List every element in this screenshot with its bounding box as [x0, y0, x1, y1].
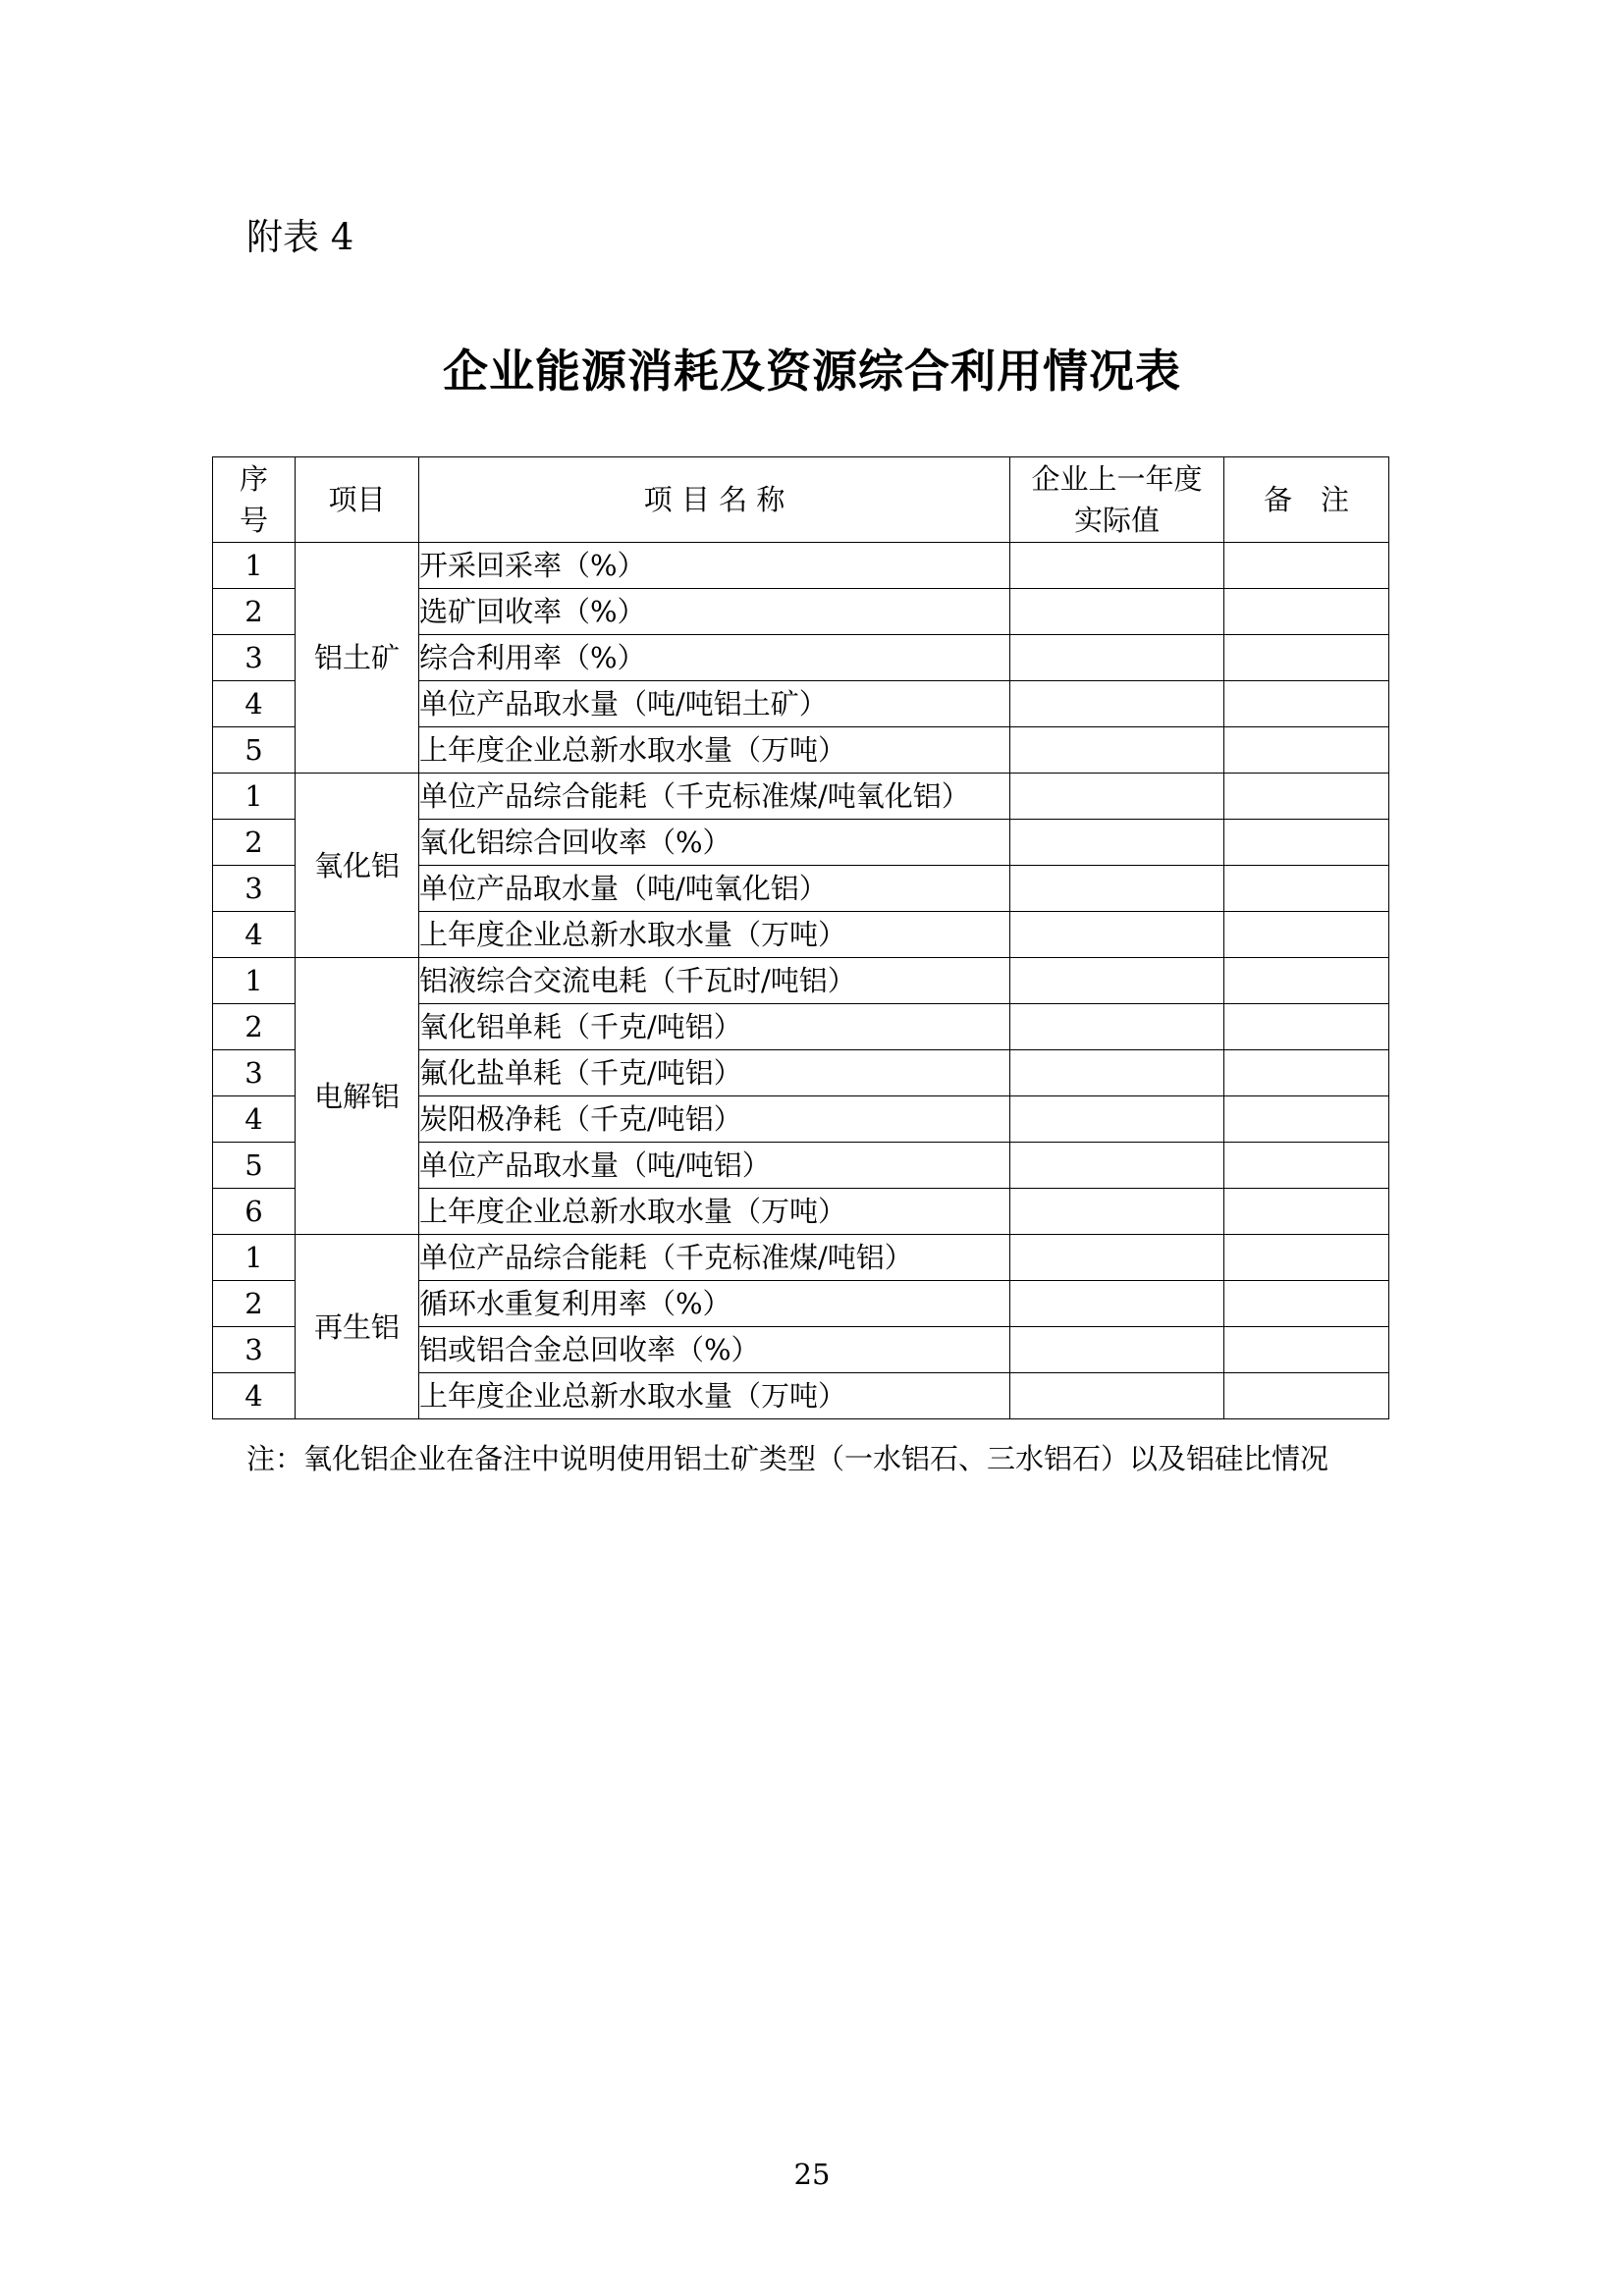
row-value-cell: [1010, 1096, 1224, 1143]
statistics-table: [212, 456, 1389, 1419]
page-number: 25: [793, 2158, 831, 2191]
group-label: 铝土矿: [296, 543, 419, 774]
row-note-cell: [1224, 1096, 1389, 1143]
row-note-cell: [1224, 1327, 1389, 1373]
row-note-cell: [1224, 543, 1389, 589]
row-seq: 1: [213, 1235, 296, 1281]
row-seq: 3: [213, 635, 296, 681]
row-note-cell: [1224, 681, 1389, 727]
group-label: 氧化铝: [296, 774, 419, 958]
row-name: 开采回采率（%）: [419, 543, 1010, 589]
row-note-cell: [1224, 1143, 1389, 1189]
row-value-cell: [1010, 1281, 1224, 1327]
row-name: 上年度企业总新水取水量（万吨）: [419, 912, 1010, 958]
row-seq: 1: [213, 958, 296, 1004]
row-seq: 2: [213, 589, 296, 635]
row-note-cell: [1224, 866, 1389, 912]
row-seq: 5: [213, 1143, 296, 1189]
row-seq: 4: [213, 912, 296, 958]
row-name: 铝或铝合金总回收率（%）: [419, 1327, 1010, 1373]
row-name: 循环水重复利用率（%）: [419, 1281, 1010, 1327]
row-seq: 4: [213, 1096, 296, 1143]
row-value-cell: [1010, 727, 1224, 774]
row-value-cell: [1010, 958, 1224, 1004]
row-value-cell: [1010, 866, 1224, 912]
row-name: 单位产品取水量（吨/吨铝）: [419, 1143, 1010, 1189]
footnote: 注：氧化铝企业在备注中说明使用铝土矿类型（一水铝石、三水铝石）以及铝硅比情况: [246, 1442, 1329, 1475]
row-seq: 2: [213, 1281, 296, 1327]
row-value-cell: [1010, 820, 1224, 866]
row-note-cell: [1224, 727, 1389, 774]
row-value-cell: [1010, 912, 1224, 958]
row-seq: 6: [213, 1189, 296, 1235]
table-row: [213, 774, 1389, 820]
row-name: 单位产品取水量（吨/吨氧化铝）: [419, 866, 1010, 912]
row-seq: 3: [213, 1327, 296, 1373]
row-note-cell: [1224, 820, 1389, 866]
row-note-cell: [1224, 912, 1389, 958]
row-note-cell: [1224, 958, 1389, 1004]
row-name: 铝液综合交流电耗（千瓦时/吨铝）: [419, 958, 1010, 1004]
row-note-cell: [1224, 774, 1389, 820]
row-name: 上年度企业总新水取水量（万吨）: [419, 727, 1010, 774]
row-value-cell: [1010, 1143, 1224, 1189]
row-note-cell: [1224, 1373, 1389, 1419]
row-seq: 4: [213, 1373, 296, 1419]
header-name: 项 目 名 称: [419, 457, 1010, 543]
row-seq: 4: [213, 681, 296, 727]
row-value-cell: [1010, 1327, 1224, 1373]
row-name: 单位产品取水量（吨/吨铝土矿）: [419, 681, 1010, 727]
header-seq: 序号: [213, 457, 296, 543]
row-seq: 3: [213, 866, 296, 912]
row-name: 上年度企业总新水取水量（万吨）: [419, 1189, 1010, 1235]
row-seq: 5: [213, 727, 296, 774]
row-seq: 2: [213, 820, 296, 866]
row-note-cell: [1224, 589, 1389, 635]
group-label: 电解铝: [296, 958, 419, 1235]
row-value-cell: [1010, 635, 1224, 681]
row-value-cell: [1010, 774, 1224, 820]
row-value-cell: [1010, 1235, 1224, 1281]
row-name: 氧化铝单耗（千克/吨铝）: [419, 1004, 1010, 1050]
table-body: [213, 543, 1389, 1419]
table-header-row: [213, 457, 1389, 543]
row-note-cell: [1224, 635, 1389, 681]
row-note-cell: [1224, 1050, 1389, 1096]
row-value-cell: [1010, 681, 1224, 727]
header-note: 备 注: [1224, 457, 1389, 543]
row-seq: 3: [213, 1050, 296, 1096]
row-name: 炭阳极净耗（千克/吨铝）: [419, 1096, 1010, 1143]
row-seq: 1: [213, 774, 296, 820]
row-note-cell: [1224, 1004, 1389, 1050]
row-name: 氟化盐单耗（千克/吨铝）: [419, 1050, 1010, 1096]
row-name: 上年度企业总新水取水量（万吨）: [419, 1373, 1010, 1419]
header-value: 企业上一年度实际值: [1010, 457, 1224, 543]
row-seq: 1: [213, 543, 296, 589]
row-note-cell: [1224, 1281, 1389, 1327]
row-note-cell: [1224, 1189, 1389, 1235]
row-name: 氧化铝综合回收率（%）: [419, 820, 1010, 866]
table-row: [213, 958, 1389, 1004]
row-seq: 2: [213, 1004, 296, 1050]
row-value-cell: [1010, 1189, 1224, 1235]
document-title: 企业能源消耗及资源综合利用情况表: [443, 345, 1181, 398]
row-name: 选矿回收率（%）: [419, 589, 1010, 635]
row-name: 单位产品综合能耗（千克标准煤/吨氧化铝）: [419, 774, 1010, 820]
row-name: 综合利用率（%）: [419, 635, 1010, 681]
header-item: 项目: [296, 457, 419, 543]
row-value-cell: [1010, 1004, 1224, 1050]
group-label: 再生铝: [296, 1235, 419, 1419]
appendix-label: 附表 4: [246, 216, 354, 258]
table-row: [213, 1235, 1389, 1281]
row-note-cell: [1224, 1235, 1389, 1281]
row-value-cell: [1010, 543, 1224, 589]
row-value-cell: [1010, 1050, 1224, 1096]
row-value-cell: [1010, 589, 1224, 635]
row-name: 单位产品综合能耗（千克标准煤/吨铝）: [419, 1235, 1010, 1281]
row-value-cell: [1010, 1373, 1224, 1419]
table-row: [213, 543, 1389, 589]
